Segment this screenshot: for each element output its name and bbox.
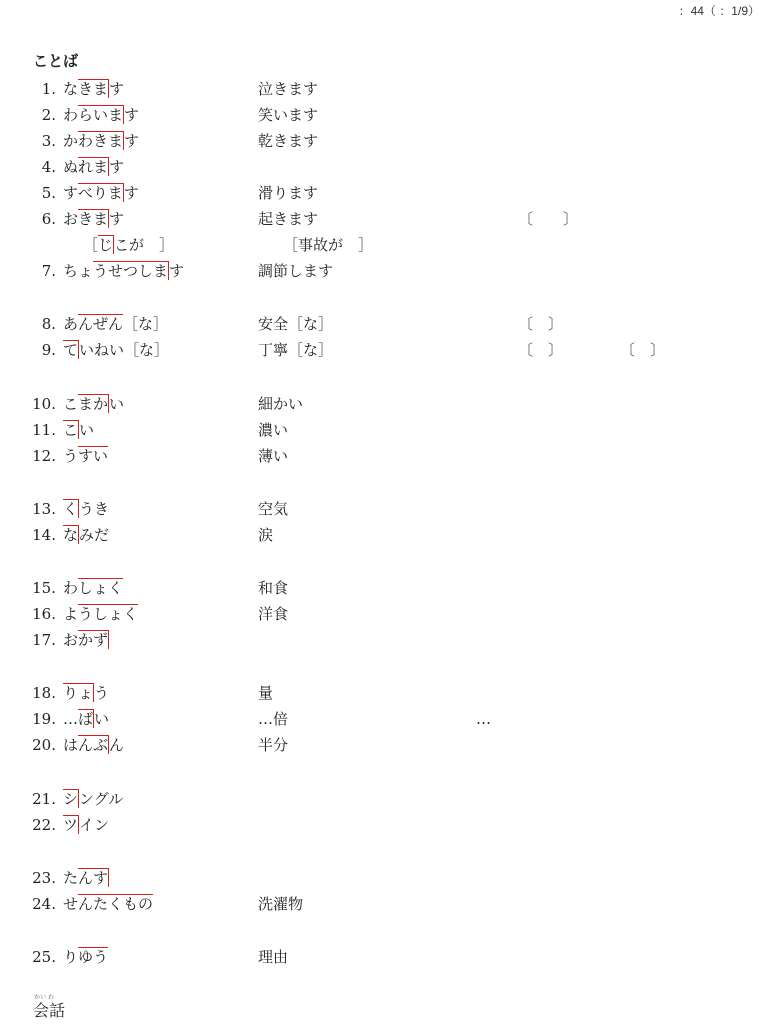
accent-line: かず	[78, 631, 109, 649]
item-kanji: ［事故が ］	[283, 236, 374, 254]
item-reading: ぬれます	[63, 158, 125, 176]
item-reading: シングル	[63, 790, 124, 808]
item-kanji: 泣きます	[258, 80, 319, 98]
accent-line: んぜん	[78, 315, 124, 333]
item-number: 12.	[32, 447, 56, 465]
item-reading: うすい	[63, 447, 109, 465]
item-reading: りょう	[63, 684, 110, 702]
item-number: 10.	[32, 395, 56, 413]
item-number: 22.	[32, 816, 56, 834]
item-kanji: 和食	[258, 579, 289, 597]
blank-bracket: 〔 〕	[620, 341, 666, 359]
item-reading: たんす	[63, 869, 109, 887]
accent-line: て	[63, 341, 79, 359]
item-number: 21.	[32, 790, 56, 808]
item-kanji: …倍	[258, 710, 289, 728]
accent-line: すい	[78, 447, 109, 465]
accent-line: れま	[78, 158, 109, 176]
item-number: 2.	[41, 106, 56, 124]
item-reading: なきます	[63, 80, 125, 98]
accent-line: きま	[78, 80, 109, 98]
accent-line: うしょく	[78, 605, 139, 623]
item-number: 16.	[32, 605, 56, 623]
item-reading: ツイン	[63, 816, 110, 834]
item-reading: わらいます	[63, 106, 140, 124]
item-kanji: 起きます	[258, 210, 319, 228]
item-number: 8.	[41, 315, 56, 333]
footer-ruby: かい わ	[34, 994, 54, 1001]
item-number: 18.	[32, 684, 56, 702]
accent-line: ツ	[63, 816, 79, 834]
item-kanji: 滑ります	[258, 184, 319, 202]
section-title-kotoba: ことば	[33, 52, 79, 70]
item-reading: りゆう	[63, 948, 109, 966]
item-kanji: 丁寧［な］	[258, 341, 334, 359]
item-kanji: 調節します	[258, 262, 334, 280]
accent-line: わきま	[78, 132, 124, 150]
accent-line: んたくもの	[78, 895, 154, 913]
accent-line: じ	[98, 236, 114, 254]
accent-line: シ	[63, 790, 79, 808]
item-kanji: 理由	[258, 948, 289, 966]
item-kanji: 安全［な］	[258, 315, 334, 333]
item-number: 5.	[41, 184, 56, 202]
item-number: 6.	[41, 210, 56, 228]
item-number: 1.	[41, 80, 56, 98]
accent-line: まか	[78, 395, 109, 413]
page-header: ：44（ ：1/9）	[678, 4, 760, 18]
accent-line: こ	[63, 421, 79, 439]
item-kanji: 涙	[258, 526, 274, 544]
item-number: 17.	[32, 631, 56, 649]
item-reading: あんぜん［な］	[63, 315, 169, 333]
blank-ellipsis: …	[476, 710, 491, 728]
accent-line: りょ	[63, 684, 94, 702]
item-reading: こい	[63, 421, 95, 439]
item-kanji: 空気	[258, 500, 289, 518]
item-kanji: 乾きます	[258, 132, 319, 150]
item-reading: せんたくもの	[63, 895, 154, 913]
accent-line: きま	[78, 210, 109, 228]
accent-line: しょく	[78, 579, 124, 597]
item-kanji: 細かい	[258, 395, 304, 413]
item-reading: ていねい［な］	[63, 341, 170, 359]
item-reading: はんぶん	[63, 736, 125, 754]
item-reading: ちょうせつします	[63, 262, 185, 280]
accent-line: んす	[78, 869, 109, 887]
accent-line: ば	[78, 710, 94, 728]
item-reading: おかず	[63, 631, 109, 649]
item-kanji: 洋食	[258, 605, 289, 623]
accent-line: らいま	[78, 106, 124, 124]
item-number: 4.	[41, 158, 56, 176]
item-reading: …ばい	[63, 710, 110, 728]
item-number: 11.	[32, 421, 56, 439]
blank-bracket: 〔 〕	[518, 315, 564, 333]
accent-line: んぶ	[78, 736, 109, 754]
item-number: 25.	[32, 948, 56, 966]
accent-line: な	[63, 526, 79, 544]
item-kanji: 笑います	[258, 106, 319, 124]
item-reading: おきます	[63, 210, 125, 228]
item-number: 14.	[32, 526, 56, 544]
item-reading: わしょく	[63, 579, 124, 597]
item-reading: ようしょく	[63, 605, 139, 623]
item-number: 3.	[41, 132, 56, 150]
item-number: 23.	[32, 869, 56, 887]
blank-bracket: 〔 〕	[518, 210, 579, 228]
item-number: 20.	[32, 736, 56, 754]
blank-bracket: 〔 〕	[518, 341, 564, 359]
item-number: 9.	[41, 341, 56, 359]
item-kanji: 半分	[258, 736, 289, 754]
item-kanji: 洗濯物	[258, 895, 304, 913]
accent-line: べりま	[77, 184, 123, 202]
item-number: 19.	[32, 710, 56, 728]
item-reading: かわきます	[63, 132, 140, 150]
item-reading: こまかい	[63, 395, 125, 413]
item-kanji: 濃い	[258, 421, 289, 439]
item-number: 7.	[41, 262, 56, 280]
item-reading: なみだ	[63, 526, 110, 544]
item-number: 13.	[32, 500, 56, 518]
item-reading: ［じこが ］	[83, 236, 175, 254]
item-reading: すべります	[63, 184, 139, 202]
item-reading: くうき	[63, 500, 110, 518]
accent-line: く	[63, 500, 79, 518]
item-number: 24.	[32, 895, 56, 913]
section-title-kaiwa: 会話	[33, 1001, 66, 1020]
accent-line: ゆう	[78, 948, 109, 966]
accent-line: うせつしま	[93, 262, 169, 280]
item-number: 15.	[32, 579, 56, 597]
item-kanji: 量	[258, 684, 274, 702]
item-kanji: 薄い	[258, 447, 289, 465]
